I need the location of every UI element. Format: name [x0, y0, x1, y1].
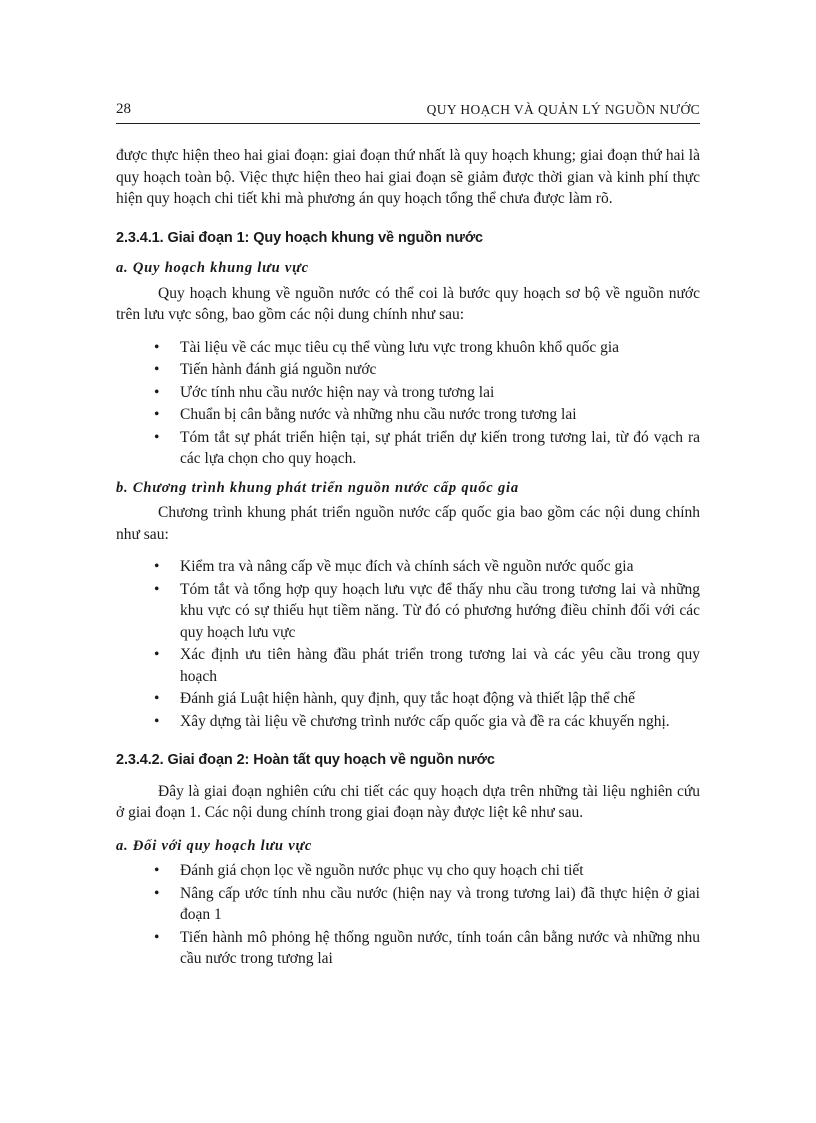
list-item: [116, 688, 700, 710]
page-body: [116, 145, 700, 970]
list-item-text: Đánh giá chọn lọc về nguồn nước phục vụ cho quy hoạch chi tiết: [180, 862, 584, 879]
bullet-icon: •: [154, 361, 160, 378]
page: [116, 96, 700, 978]
list-item-text: Tài liệu về các mục tiêu cụ thể vùng lưu vực trong khuôn khổ quốc gia: [180, 338, 620, 356]
bullet-icon: •: [154, 928, 160, 946]
list-item-text: Tiến hành mô phỏng hệ thống nguồn nước, tính toán cân bằng nước và những nhu cầu nước trong tương lai: [180, 928, 700, 967]
bullet-icon: •: [154, 646, 160, 663]
bullet-icon: •: [154, 884, 160, 902]
list-item-text: Tiến hành đánh giá nguồn nước: [180, 361, 377, 378]
list-item: [116, 579, 700, 644]
list-item-text: Ước tính nhu cầu nước hiện nay và trong tương lai: [180, 383, 495, 401]
running-title: QUY HOẠCH VÀ QUẢN LÝ NGUỒN NƯỚC: [426, 102, 700, 117]
bullet-icon: •: [154, 690, 160, 707]
list-item: [116, 711, 700, 733]
subheading-basin-framework: a. Quy hoạch khung lưu vực: [116, 260, 309, 276]
paragraph-national-program: Chương trình khung phát triển nguồn nước cấp quốc gia bao gồm các nội dung chính như sau:: [116, 504, 700, 543]
list-item: [116, 927, 700, 970]
bullet-icon: •: [154, 558, 160, 575]
bullet-icon: •: [154, 406, 160, 423]
list-item-text: Nâng cấp ước tính nhu cầu nước (hiện nay và trong tương lai) đã thực hiện ở giai đoạn 1: [180, 884, 700, 923]
list-item-text: Xác định ưu tiên hàng đầu phát triển trong tương lai và các yêu cầu trong quy hoạch: [180, 646, 700, 685]
page-number: 28: [116, 101, 131, 117]
list-item: [116, 404, 700, 426]
list-item-text: Tóm tắt sự phát triển hiện tại, sự phát triển dự kiến trong tương lai, từ đó vạch ra các lựa chọn cho quy hoạch.: [180, 428, 700, 467]
list-item-text: Chuẩn bị cân bằng nước và những nhu cầu nước trong tương lai: [180, 406, 577, 423]
paragraph-stage-2: Đây là giai đoạn nghiên cứu chi tiết các quy hoạch dựa trên những tài liệu nghiên cứu ở giai đoạn 1. Các nội dung chính trong giai đoạn này được liệt kê như sau.: [116, 782, 700, 821]
bullet-icon: •: [154, 862, 160, 879]
bullet-icon: •: [154, 383, 160, 401]
bullet-icon: •: [154, 338, 160, 356]
list-item: [116, 359, 700, 381]
list-basin-planning: [116, 860, 700, 970]
section-heading-2-3-4-1: 2.3.4.1. Giai đoạn 1: Quy hoạch khung về nguồn nước: [116, 229, 483, 246]
running-header: [116, 96, 700, 124]
list-item: [116, 427, 700, 470]
list-item: [116, 382, 700, 404]
list-item: [116, 883, 700, 926]
section-heading-2-3-4-2: 2.3.4.2. Giai đoạn 2: Hoàn tất quy hoạch về nguồn nước: [116, 752, 495, 768]
list-item: [116, 644, 700, 687]
bullet-icon: •: [154, 428, 160, 446]
subheading-national-program: b. Chương trình khung phát triển nguồn nước cấp quốc gia: [116, 479, 519, 496]
intro-paragraph: được thực hiện theo hai giai đoạn: giai đoạn thứ nhất là quy hoạch khung; giai đoạn thứ hai là quy hoạch toàn bộ. Việc thực hiện theo hai giai đoạn sẽ giảm được thời gian và kinh phí thực hiện quy hoạch chi tiết khi mà phương án quy hoạch tổng thể chưa được làm rõ.: [116, 147, 700, 207]
list-item: [116, 556, 700, 578]
subheading-basin-planning: a. Đối với quy hoạch lưu vực: [116, 837, 313, 854]
list-basin-framework: [116, 337, 700, 470]
list-item-text: Kiểm tra và nâng cấp về mục đích và chính sách về nguồn nước quốc gia: [180, 558, 634, 575]
bullet-icon: •: [154, 712, 160, 730]
list-item: [116, 860, 700, 882]
list-item-text: Đánh giá Luật hiện hành, quy định, quy tắc hoạt động và thiết lập thể chế: [180, 690, 635, 707]
list-item-text: Tóm tắt và tổng hợp quy hoạch lưu vực để thấy nhu cầu trong tương lai và những khu vực có sự thiếu hụt tiềm năng. Từ đó có phương hướng điều chỉnh đối với các quy hoạch lưu vực: [180, 580, 700, 641]
list-item: [116, 337, 700, 359]
paragraph-basin-framework: Quy hoạch khung về nguồn nước có thể coi là bước quy hoạch sơ bộ về nguồn nước trên lưu vực sông, bao gồm các nội dung chính như sau:: [116, 284, 700, 323]
bullet-icon: •: [154, 580, 160, 598]
list-item-text: Xây dựng tài liệu về chương trình nước cấp quốc gia và đề ra các khuyến nghị.: [180, 712, 670, 730]
list-national-program: [116, 556, 700, 732]
